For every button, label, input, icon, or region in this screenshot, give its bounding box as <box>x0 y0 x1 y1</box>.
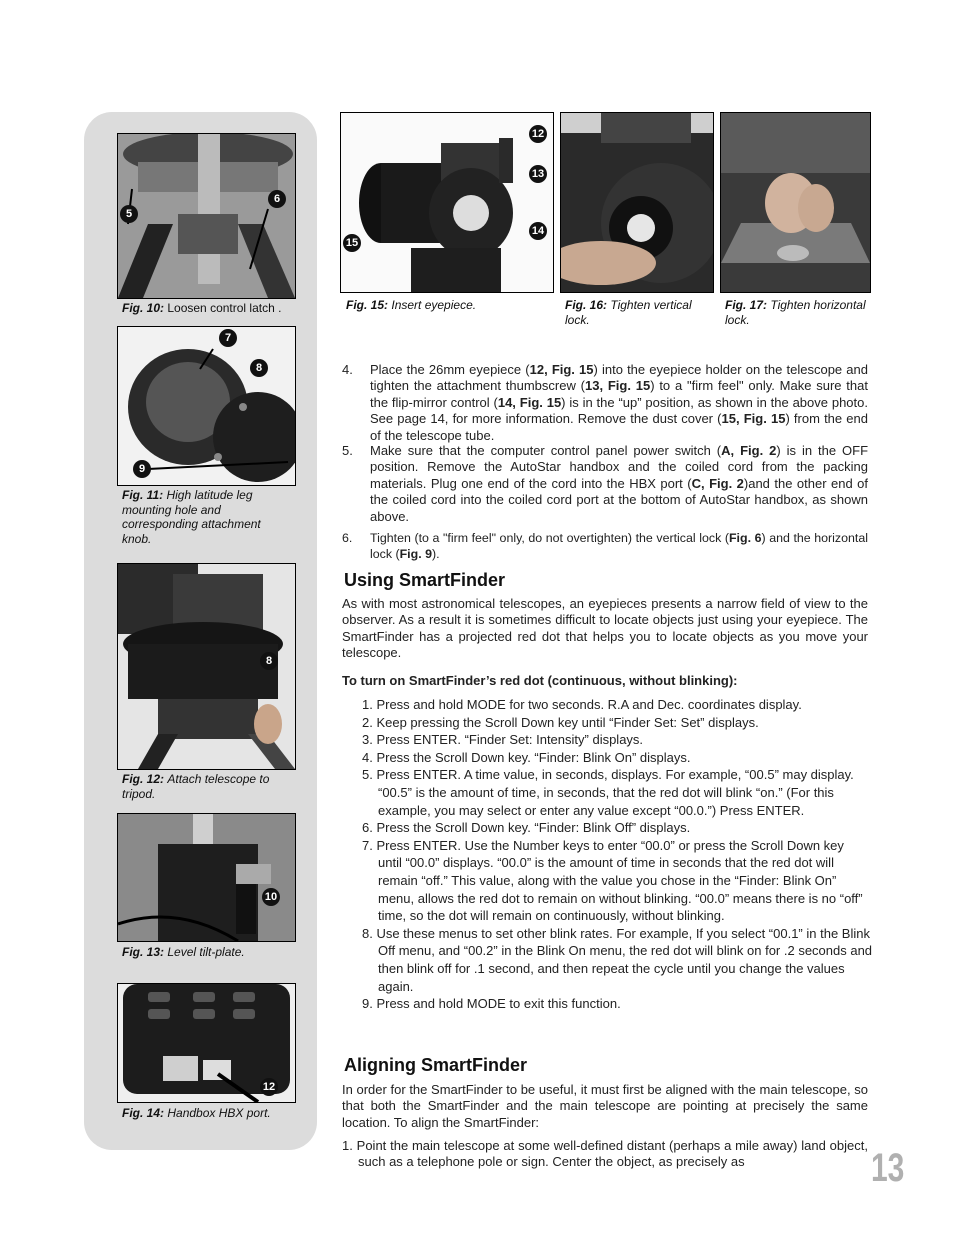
callout-14: 14 <box>529 222 547 240</box>
fig12-caption <box>122 772 292 801</box>
fig15-photo <box>340 112 554 293</box>
callout-7: 7 <box>219 329 237 347</box>
step-6 <box>342 530 868 563</box>
fig15-text: Insert eyepiece. <box>391 298 477 312</box>
fig15-caption <box>346 298 546 313</box>
step-6-number: 6. <box>342 531 353 545</box>
vertical-lock-photo <box>561 113 713 292</box>
step-text-run: ) is in the OFF position. Remove the AutoStar handbox and the coiled cord from the packing materials. Plug one end of the cord into the HBX port ( <box>370 443 869 491</box>
section1-intro: As with most astronomical telescopes, an eyepieces presents a narrow field of view to the observer. As a result it is sometimes difficult to locate objects just using your eyepiece. The SmartFinder has a projected red dot that helps you to locate objects as you move your telescope. <box>342 596 868 661</box>
list-item: 3. Press ENTER. “Finder Set: Intensity” displays. <box>362 732 644 748</box>
section1-subheading: To turn on SmartFinder’s red dot (continuous, without blinking): <box>342 673 738 688</box>
eyepiece-insert-photo <box>341 113 553 292</box>
section1-list <box>362 696 872 1013</box>
fig10-text: Loosen control latch . <box>167 301 282 315</box>
step-4-number: 4. <box>342 362 353 377</box>
fig10-photo <box>117 133 296 299</box>
step-text-run: )and the other end of the coiled cord into the coiled cord port at the bottom of AutoStar handbox, as shown above. <box>370 475 869 524</box>
fig14-caption <box>122 1106 292 1121</box>
list-item: 1. Press and hold MODE for two seconds. R.A and Dec. coordinates display. <box>362 697 802 712</box>
callout-12: 12 <box>260 1078 278 1096</box>
fig16-label: Fig. 16: <box>565 298 608 312</box>
fig16-photo <box>560 112 714 293</box>
step-text-run: Tighten (to a "firm feel" only, do not overtighten) the vertical lock ( <box>370 531 729 545</box>
step-text-run: ). <box>431 547 440 562</box>
figure-reference: Fig. 9 <box>399 547 432 562</box>
fig10-caption <box>122 301 302 316</box>
list-item: 4. Press the Scroll Down key. “Finder: Blink On” displays. <box>362 749 691 765</box>
fig11-label: Fig. 11: <box>122 488 164 502</box>
figure-reference: A, Fig. 2 <box>721 443 777 458</box>
fig15-label: Fig. 15: <box>346 298 389 312</box>
fig11-text: High latitude leg mounting hole and corresponding attachment knob. <box>122 488 261 546</box>
fig12-label: Fig. 12: <box>122 772 165 786</box>
figure-reference: 14, Fig. 15 <box>497 394 562 410</box>
fig13-text: Level tilt-plate. <box>167 945 245 959</box>
callout-6: 6 <box>268 190 286 208</box>
step-4-text <box>370 362 868 444</box>
fig16-caption <box>565 298 705 327</box>
list-item: 9. Press and hold MODE to exit this function. <box>362 996 621 1012</box>
list-item: 8. Use these menus to set other blink rates. For example, If you select “00.1” in the Blink Off menu, and “00.2” in the Blink On menu, the red dot will blink on for .2 seconds and then blink off for .1 second, and then repeat the cycle until you change the values again. <box>362 925 873 994</box>
fig12-text: Attach telescope to tripod. <box>122 772 270 801</box>
list-item: 5. Press ENTER. A time value, in seconds, displays. For example, “00.5” may display. “00.5” is the amount of time, in seconds, that the red dot will blink “on.” (For this example, you may select or enter any value except “00.0.”) Press ENTER. <box>362 767 854 818</box>
step-text-run: ) into the eyepiece holder on the telescope and tighten the attachment thumbscrew ( <box>370 362 868 394</box>
step-text-run: ) from the end of the telescope tube. <box>370 411 868 443</box>
fig11-caption <box>122 488 282 546</box>
list-item: 7. Press ENTER. Use the Number keys to enter “00.0” or press the Scroll Down key until “00.0” displays. “00.0” is the amount of time in seconds that the red dot will remain “off.” This value, along with the value you chose in the “Finder: Blink On” menu, allows the red dot to remain on without blinking. “00.0” means there is no “off” time, so the dot will remain on continuously, without blinking. <box>362 837 863 924</box>
fig17-text: Tighten horizontal lock. <box>725 298 866 327</box>
section2-intro: In order for the SmartFinder to be useful, it must first be aligned with the main telescope, so that both the SmartFinder and the main telescope are pointing at precisely the same location. To align the SmartFinder: <box>342 1082 868 1130</box>
section2-item-1: 1. Point the main telescope at some well-defined distant (perhaps a mile away) land object, such as a telephone pole or sign. Center the object, as precisely as <box>342 1138 868 1170</box>
fig16-text: Tighten vertical lock. <box>565 298 692 327</box>
callout-15: 15 <box>343 234 361 252</box>
step-5-number: 5. <box>342 443 353 458</box>
page-number: 13 <box>871 1146 905 1190</box>
figure-reference: 12, Fig. 15 <box>529 362 594 377</box>
callout-10: 10 <box>262 888 280 906</box>
step-text-run: Place the 26mm eyepiece ( <box>370 362 530 377</box>
figure-reference: Fig. 6 <box>728 531 762 545</box>
section-heading-using-smartfinder: Using SmartFinder <box>344 570 506 590</box>
figure-reference: 13, Fig. 15 <box>584 378 651 394</box>
callout-8b: 8 <box>260 652 278 670</box>
fig13-caption <box>122 945 292 960</box>
figure-reference: C, Fig. 2 <box>691 475 744 491</box>
fig13-photo <box>117 813 296 942</box>
list-item: 2. Keep pressing the Scroll Down key until “Finder Set: Set” displays. <box>362 714 759 730</box>
step-text-run: ) to a "firm feel" only. Make sure that the flip-mirror control ( <box>370 378 868 410</box>
callout-13: 13 <box>529 165 547 183</box>
fig13-label: Fig. 13: <box>122 945 165 959</box>
fig14-text: Handbox HBX port. <box>167 1106 271 1120</box>
step-text-run: ) is in the “up” position, as shown in the above photo. See page 14, for more information. Remove the dust cover ( <box>370 394 868 427</box>
callout-12b: 12 <box>529 125 547 143</box>
callout-5: 5 <box>120 205 138 223</box>
fig17-caption <box>725 298 870 327</box>
callout-8: 8 <box>250 359 268 377</box>
step-text-run: Make sure that the computer control panel power switch ( <box>370 443 722 458</box>
list-item: 6. Press the Scroll Down key. “Finder: Blink Off” displays. <box>362 820 691 836</box>
tripod-head-photo <box>118 134 295 298</box>
fig17-photo <box>720 112 871 293</box>
tilt-plate-photo <box>118 814 295 941</box>
fig17-label: Fig. 17: <box>725 298 768 312</box>
step-5-text <box>370 443 868 525</box>
fig14-label: Fig. 14: <box>122 1106 165 1120</box>
fig10-label: Fig. 10: <box>122 301 165 315</box>
step-5 <box>342 443 868 525</box>
figure-reference: 15, Fig. 15 <box>721 411 786 427</box>
horizontal-lock-photo <box>721 113 870 292</box>
section-heading-aligning-smartfinder: Aligning SmartFinder <box>344 1055 528 1075</box>
step-6-text <box>370 530 868 563</box>
step-text-run: ) and the horizontal lock ( <box>370 531 868 562</box>
callout-9: 9 <box>133 460 151 478</box>
step-4 <box>342 362 868 444</box>
